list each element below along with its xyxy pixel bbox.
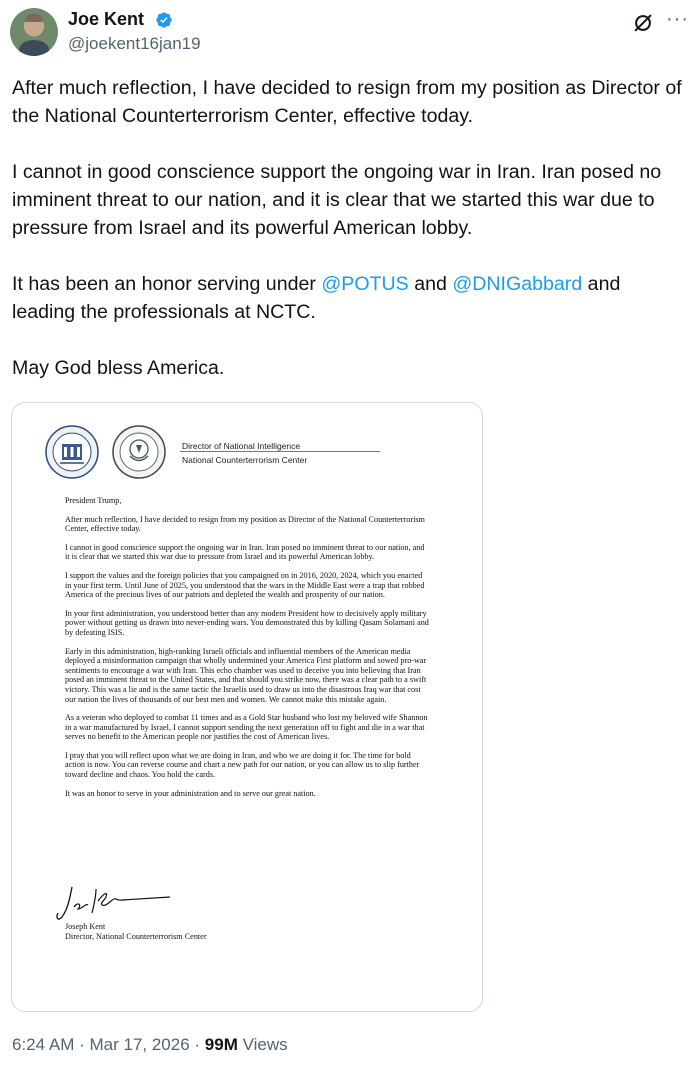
text-span: and — [408, 273, 453, 295]
tweet-text — [12, 74, 688, 410]
tweet-paragraph — [12, 270, 688, 326]
tweet-paragraph: May God bless America. — [12, 357, 225, 379]
text-span: It has been an honor serving under — [12, 273, 322, 295]
letter-paragraph: I support the values and the foreign policies that you campaigned on in 2016, 2020, 2024, which you enacted in your first term. Until June of 2025, you understood that the wars in the Middle East were a trap that robbed America of the precious lives of our patriots and depleted the wealth and prosperity of our nation. — [65, 570, 425, 600]
letterhead-line1: Director of National Intelligence — [182, 441, 301, 451]
separator: · — [189, 1035, 205, 1054]
signer-title: Director, National Counterterrorism Center — [65, 932, 207, 941]
letter-paragraph: As a veteran who deployed to combat 11 times and as a Gold Star husband who lost my beloved wife Shannon in a war manufactured by Israel, I cannot support sending the next generation off to fight and die in a war that serves no benefit to the American people nor justifies the cost of American lives. — [65, 713, 428, 742]
tweet-paragraph: After much reflection, I have decided to resign from my position as Director of the National Counterterrorism Center, effective today. — [12, 77, 682, 127]
letter-paragraph: In your first administration, you understood better than any modern President how to decisively apply military power without getting us drawn into never-ending wars. You demonstrated this by killing Qasam Solamani and by defeating ISIS. — [65, 608, 429, 637]
nctc-seal-icon — [112, 425, 166, 479]
more-options-icon[interactable]: ··· — [666, 8, 689, 30]
tweet-header — [10, 6, 690, 58]
letter-paragraph: After much reflection, I have decided to resign from my position as Director of the National Counterterrorism Center, effective today. — [65, 514, 425, 534]
letter-paragraph: I pray that you will reflect upon what we are doing in Iran, and who we are doing it for. The time for bold action is now. You can reverse course and chart a new path for our nation, or you can allow us to slip further toward decline and chaos. You hold the cards. — [65, 750, 420, 780]
letter-salutation: President Trump, — [65, 496, 122, 505]
author-name[interactable]: Joe Kent — [68, 9, 145, 29]
letter-paragraph: It was an honor to serve in your administration and to serve our great nation. — [65, 788, 316, 798]
attached-letter-image[interactable] — [11, 402, 483, 1012]
letterhead-divider — [180, 451, 380, 452]
tweet-time[interactable]: 6:24 AM — [12, 1035, 75, 1054]
letterhead — [182, 440, 307, 466]
verified-badge-icon — [155, 11, 173, 29]
handwritten-signature — [52, 883, 172, 927]
avatar[interactable] — [10, 8, 58, 56]
tweet-paragraph: I cannot in good conscience support the ongoing war in Iran. Iran posed no imminent threat to our nation, and it is clear that we started this war due to pressure from Israel and its powerful American lobby. — [12, 161, 662, 239]
letter-paragraph: I cannot in good conscience support the ongoing war in Iran. Iran posed no imminent threat to our nation, and it is clear that we started this war due to pressure from Israel and its powerful American lobby. — [65, 542, 425, 562]
separator: · — [74, 1035, 90, 1054]
author-handle[interactable]: @joekent16jan19 — [68, 34, 201, 53]
mention-dnigabbard-link[interactable]: @DNIGabbard — [452, 273, 583, 295]
views-count: 99M — [204, 1035, 238, 1054]
dni-seal-icon — [45, 425, 99, 479]
letter-paragraph: Early in this administration, high-ranking Israeli officials and influential members of the American media deployed a misinformation campaign that wholly undermined your America First platform and sowed pro-war sentiments to encourage a war with Iran. This echo chamber was used to deceive you into believing that Iran posed an imminent threat to the United States, and that should you strike now, there was a clear path to a swift victory. This was a lie and is the same tactic the Israelis used to draw us into the disastrous Iraq war that cost our nation the lives of thousands of our best men and women. We cannot make this mistake again. — [65, 646, 427, 704]
mention-potus-link[interactable]: @POTUS — [321, 273, 409, 295]
letter-signoff — [65, 922, 207, 942]
views-label: Views — [237, 1035, 288, 1054]
grok-icon[interactable] — [632, 12, 654, 34]
tweet-meta — [12, 1035, 288, 1055]
text-span: and leading the professionals at NCTC. — [12, 273, 621, 323]
signer-name: Joseph Kent — [65, 922, 106, 931]
tweet-date[interactable]: Mar 17, 2026 — [89, 1035, 190, 1054]
letterhead-line2: National Counterterrorism Center — [182, 455, 308, 465]
letter-body — [65, 496, 430, 807]
